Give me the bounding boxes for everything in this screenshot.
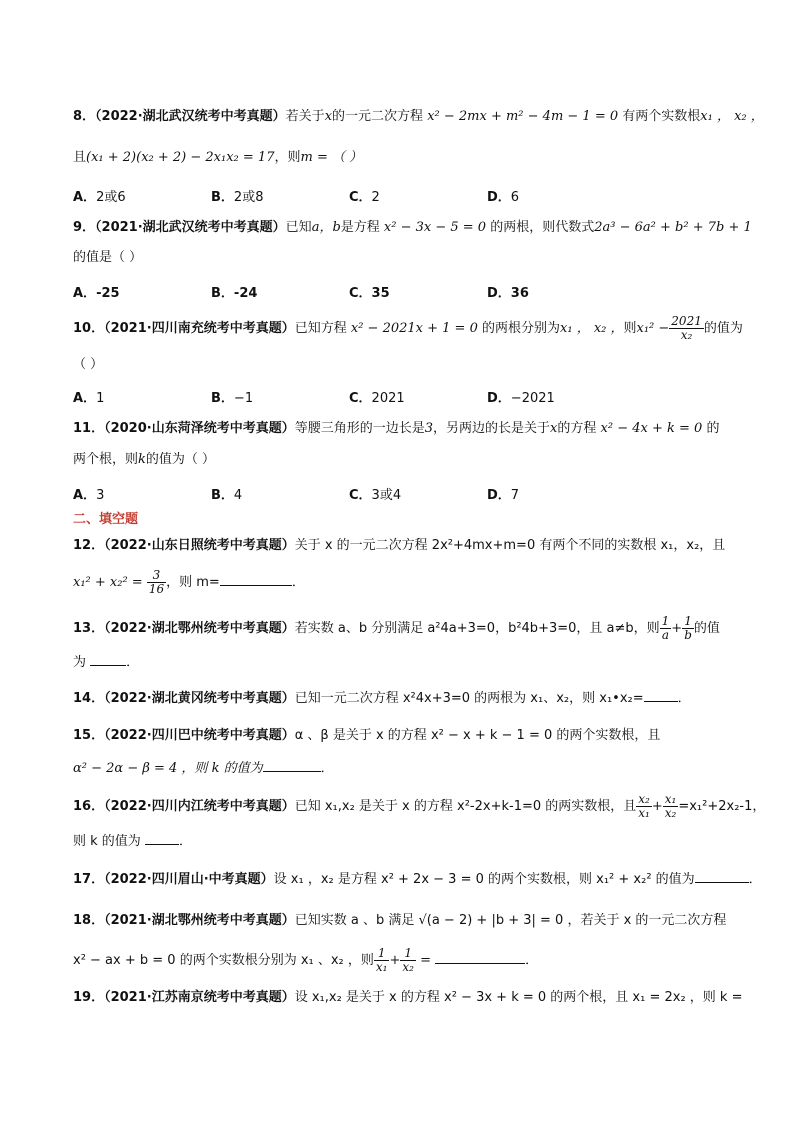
option-b[interactable]: B．−1: [211, 391, 254, 406]
option-b[interactable]: B．2或8: [211, 190, 264, 205]
q15-line2: α² − 2α − β = 4 ，则 k 的值为 ．: [73, 761, 334, 776]
q16-line2: 则 k 的值为 ．: [73, 834, 192, 849]
question-number: 16．: [73, 799, 105, 814]
answer-blank[interactable]: [145, 844, 179, 845]
question-source: （2021·江苏南京统考中考真题）: [104, 990, 295, 1005]
q13-line2: 为 ．: [73, 655, 140, 670]
section-heading: 二、填空题: [73, 512, 139, 527]
question-source: （2021·湖北武汉统考中考真题）: [95, 220, 286, 235]
option-d[interactable]: D．36: [487, 286, 529, 301]
option-a[interactable]: A．-25: [73, 286, 120, 301]
question-number: 19．: [73, 990, 105, 1005]
q10-line1: 10．（2021·四川南充统考中考真题）已知方程 x² − 2021x + 1 = 0 的两根分别为x₁ ， x₂ ，则x₁² − $\frac{2021}{\text{x₂}}$ 的值为: [73, 314, 743, 342]
fraction: $\frac{1}{\text{x₁}}$: [375, 946, 388, 974]
q11-options: [73, 484, 693, 502]
answer-blank[interactable]: [695, 882, 749, 883]
q11-line1: 11．（2020·山东菏泽统考中考真题）等腰三角形的一边长是3，另两边的长是关于x的方程 x² − 4x + k = 0 的: [73, 421, 720, 436]
q9-options: [73, 282, 693, 300]
answer-blank[interactable]: [90, 665, 126, 666]
q8-line1: 8．（2022·湖北武汉统考中考真题）若关于x的一元二次方程 x² − 2mx + m² − 4m − 1 = 0 有两个实数根x₁ ， x₂ ，: [73, 109, 764, 124]
equation: x² − 2021x + 1 = 0: [350, 321, 478, 336]
answer-blank[interactable]: [644, 701, 678, 702]
question-number: 15．: [73, 728, 105, 743]
q10-options: [73, 387, 693, 405]
option-a[interactable]: A．2或6: [73, 190, 126, 205]
q18-line2: x² − ax + b = 0 的两个实数根分别为 x₁ 、x₂ ，则 $\frac{1}{\text{x₁}}$ + $\frac{1}{\text{x₂}}$ = ．: [73, 946, 539, 974]
question-source: （2020·山东菏泽统考中考真题）: [104, 421, 295, 436]
question-number: 17．: [73, 872, 105, 887]
q18-line1: 18．（2021·湖北鄂州统考中考真题）已知实数 a 、b 满足 √(a − 2) + |b + 3| = 0 ，若关于 x 的一元二次方程: [73, 913, 727, 928]
option-d[interactable]: D．−2021: [487, 391, 555, 406]
question-number: 13．: [73, 621, 105, 636]
q19-line1: 19．（2021·江苏南京统考中考真题）设 x₁,x₂ 是关于 x 的方程 x² − 3x + k = 0 的两个根，且 x₁ = 2x₂ ，则 k =: [73, 990, 743, 1005]
fraction: $\frac{3}{16}$: [148, 568, 165, 596]
q8-line2: 且(x₁ + 2)(x₂ + 2) − 2x₁x₂ = 17，则m = （ ）: [73, 150, 363, 165]
option-d[interactable]: D．6: [487, 190, 520, 205]
q13-line1: 13．（2022·湖北鄂州统考中考真题）若实数 a、b 分别满足 a²4a+3=0，b²4b+3=0，且 a≠b，则 $\frac{1}{a}$ + $\frac{1}{b}$ 的值: [73, 614, 720, 642]
q9-line2: 的值是（ ）: [73, 250, 143, 265]
option-a[interactable]: A．3: [73, 488, 105, 503]
question-number: 18．: [73, 913, 105, 928]
q15-line1: 15．（2022·四川巴中统考中考真题）α 、β 是关于 x 的方程 x² − x + k − 1 = 0 的两个实数根，且: [73, 728, 661, 743]
question-number: 12．: [73, 538, 105, 553]
question-source: （2022·山东日照统考中考真题）: [104, 538, 295, 553]
question-number: 11．: [73, 421, 105, 436]
fraction: $\frac{\text{x₂}}{\text{x₁}}$: [638, 792, 650, 820]
q8-options: [73, 186, 693, 204]
q17-line1: 17．（2022·四川眉山·中考真题）设 x₁ ，x₂ 是方程 x² + 2x − 3 = 0 的两个实数根，则 x₁² + x₂² 的值为 ．: [73, 872, 762, 887]
question-number: 10．: [73, 321, 105, 336]
question-source: （2022·湖北鄂州统考中考真题）: [104, 621, 295, 636]
q10-line2: （ ）: [73, 357, 104, 372]
question-source: （2022·湖北武汉统考中考真题）: [95, 109, 286, 124]
option-c[interactable]: C．2: [349, 190, 380, 205]
question-source: （2021·湖北鄂州统考中考真题）: [104, 913, 295, 928]
question-number: 14．: [73, 691, 105, 706]
condition: (x₁ + 2)(x₂ + 2) − 2x₁x₂ = 17: [86, 150, 275, 165]
fraction: $\frac{\text{x₁}}{\text{x₂}}$: [664, 792, 677, 820]
fraction: $\frac{1}{a}$: [661, 614, 670, 642]
option-b[interactable]: B．-24: [211, 286, 258, 301]
fraction: $\frac{2021}{\text{x₂}}$: [671, 314, 702, 342]
equation: x² − 2mx + m² − 4m − 1 = 0: [427, 109, 619, 124]
question-source: （2022·四川眉山·中考真题）: [104, 872, 274, 887]
option-b[interactable]: B．4: [211, 488, 243, 503]
question-number: 9．: [73, 220, 96, 235]
option-c[interactable]: C．3或4: [349, 488, 402, 503]
question-number: 8．: [73, 109, 96, 124]
q16-line1: 16．（2022·四川内江统考中考真题）已知 x₁,x₂ 是关于 x 的方程 x²-2x+k-1=0 的两实数根，且 $\frac{\text{x₂}}{\text{x₁}}$ + $\frac{\text{x₁}}{\text{x₂}}$ =x₁²+2x₂-1，: [73, 792, 766, 820]
fraction: $\frac{1}{\text{x₂}}$: [402, 946, 414, 974]
answer-blank[interactable]: [263, 771, 321, 772]
equation: x² − 4x + k = 0: [600, 421, 703, 436]
option-a[interactable]: A．1: [73, 391, 105, 406]
q14-line1: 14．（2022·湖北黄冈统考中考真题）已知一元二次方程 x²4x+3=0 的两根为 x₁、x₂，则 x₁•x₂= ．: [73, 691, 691, 706]
q12-line1: 12．（2022·山东日照统考中考真题）关于 x 的一元二次方程 2x²+4mx+m=0 有两个不同的实数根 x₁，x₂，且: [73, 538, 726, 553]
option-c[interactable]: C．35: [349, 286, 390, 301]
question-source: （2022·四川巴中统考中考真题）: [104, 728, 295, 743]
option-d[interactable]: D．7: [487, 488, 520, 503]
q12-line2: x₁² + x₂² = $\frac{3}{16}$ ，则 m= ．: [73, 568, 305, 596]
equation: x² − 3x − 5 = 0: [383, 220, 487, 235]
question-source: （2021·四川南充统考中考真题）: [104, 321, 295, 336]
q11-line2: 两个根，则k的值为（ ）: [73, 452, 216, 467]
fraction: $\frac{1}{b}$: [684, 614, 692, 642]
option-c[interactable]: C．2021: [349, 391, 405, 406]
answer-blank[interactable]: [435, 963, 525, 964]
question-source: （2022·湖北黄冈统考中考真题）: [104, 691, 295, 706]
question-source: （2022·四川内江统考中考真题）: [104, 799, 295, 814]
q9-line1: 9．（2021·湖北武汉统考中考真题）已知a，b是方程 x² − 3x − 5 = 0 的两根，则代数式2a³ − 6a² + b² + 7b + 1: [73, 220, 752, 235]
answer-blank[interactable]: [220, 585, 292, 586]
